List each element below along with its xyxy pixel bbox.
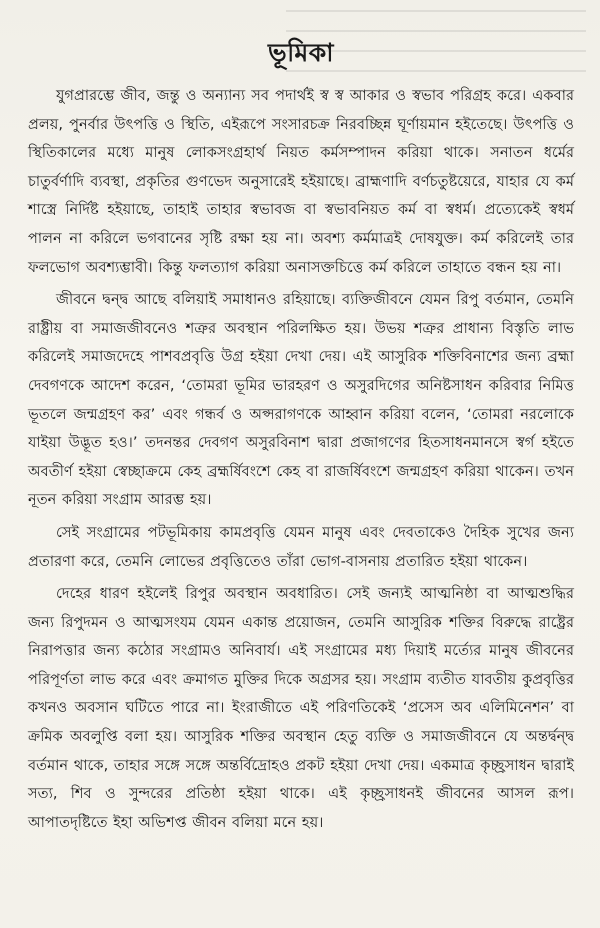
paragraph-3: সেই সংগ্রামের পটভূমিকায় কামপ্রবৃত্তি যেমন মানুষ এবং দেবতাকেও দৈহিক সুখের জন্য প্রতারণা করে, তেমনি লোভের প্রবৃত্তিতেও তাঁরা ভোগ-বাসনায় প্রতারিত হইয়া থাকেন।: [28, 523, 574, 570]
page-title: ভূমিকা: [268, 38, 334, 67]
paragraph-4: দেহের ধারণ হইলেই রিপুর অবস্থান অবধারিত। সেই জন্যই আত্মনিষ্ঠা বা আত্মশুদ্ধির জন্য রিপুদমন ও আত্মসংযম যেমন একান্ত প্রয়োজন, তেমনি আসুরিক শক্তির বিরুদ্ধে রাষ্ট্রের নিরাপত্তার জন্য কঠোর সংগ্রামও অনিবার্য। এই সংগ্রামের মধ্য দিয়াই মর্ত্যের মানুষ জীবনের পরিপূর্ণতা লাভ করে এবং ক্রমাগত মুক্তির দিকে অগ্রসর হয়। সংগ্রাম ব্যতীত যাবতীয় কুপ্রবৃত্তির কখনও অবসান ঘটিতে পারে না। ইংরাজীতে এই পরিণতিকেই ‘প্রসেস অব এলিমিনেশন’ বা ক্রমিক অবলুপ্তি বলা হয়। আসুরিক শক্তির অবস্থান হেতু ব্যক্তি ও সমাজজীবনে যে অন্তর্দ্বন্দ্ব বর্তমান থাকে, তাহার সঙ্গে সঙ্গে অন্তর্বিদ্রোহও প্রকট হইয়া দেখা দেয়। একমাত্র কৃচ্ছ্রসাধন দ্বারাই সত্য, শিব ও সুন্দরের প্রতিষ্ঠা হইয়া থাকে। এই কৃচ্ছ্রসাধনই জীবনের আসল রূপ। আপাতদৃষ্টিতে ইহা অভিশপ্ত জীবন বলিয়া মনে হয়।: [28, 585, 574, 831]
show-through-text: [286, 10, 586, 74]
paragraph-1: যুগপ্রারম্ভে জীব, জন্তু ও অন্যান্য সব পদার্থই স্ব স্ব আকার ও স্বভাব পরিগ্রহ করে। একবার প্রলয়, পুনর্বার উৎপত্তি ও স্থিতি, এইরূপে সংসারচক্র নিরবচ্ছিন্ন ঘূর্ণায়মান হইতেছে। উৎপত্তি ও স্থিতিকালের মধ্যে মানুষ লোকসংগ্রহার্থ নিয়ত কর্মসম্পাদন করিয়া থাকে। সনাতন ধর্মের চাতুর্বর্ণাদি ব্যবস্থা, প্রকৃতির গুণভেদ অনুসারেই হইয়াছে। ব্রাহ্মণাদি বর্ণচতুষ্টয়েরে, যাহার যে কর্ম শাস্ত্রে নির্দিষ্ট হইয়াছে, তাহাই তাহার স্বভাবজ বা স্বভাবনিয়ত কর্ম বা স্বধর্ম। প্রত্যেকেই স্বধর্ম পালন না করিলে ভগবানের সৃষ্টি রক্ষা হয় না। অবশ্য কর্মমাত্রই দোষযুক্ত। কর্ম করিলেই তার ফলভোগ অবশ্যম্ভাবী। কিন্তু ফলত্যাগ করিয়া অনাসক্তচিত্তে কর্ম করিলে তাহাতে বন্ধন হয় না।: [28, 87, 574, 276]
paragraph-2: জীবনে দ্বন্দ্ব আছে বলিয়াই সমাধানও রহিয়াছে। ব্যক্তিজীবনে যেমন রিপু বর্তমান, তেমনি রাষ্ট্রীয় বা সমাজজীবনেও শত্রুর অবস্থান পরিলক্ষিত হয়। উভয় শত্রুর প্রাধান্য বিস্তৃতি লাভ করিলেই সমাজদেহে পাশবপ্রবৃত্তি উগ্র হইয়া দেখা দেয়। এই আসুরিক শক্তিবিনাশের জন্য ব্রহ্মা দেবগণকে আদেশ করেন, ‘তোমরা ভূমির ভারহরণ ও অসুরদিগের অনিষ্টসাধন করিবার নিমিত্ত ভূতলে জন্মগ্রহণ কর’ এবং গন্ধর্ব ও অপ্সরাগণকে আহ্বান করিয়া বলেন, ‘তোমরা নরলোকে যাইয়া উদ্ভূত হও।’ তদনন্তর দেবগণ অসুরবিনাশ দ্বারা প্রজাগণের হিতসাধনমানসে স্বর্গ হইতে অবতীর্ণ হইয়া স্বেচ্ছাক্রমে কেহ ব্রহ্মর্ষিবংশে কেহ বা রাজর্ষিবংশে জন্মগ্রহণ করিয়া থাকেন। তখন নূতন করিয়া সংগ্রাম আরম্ভ হয়।: [28, 291, 574, 509]
